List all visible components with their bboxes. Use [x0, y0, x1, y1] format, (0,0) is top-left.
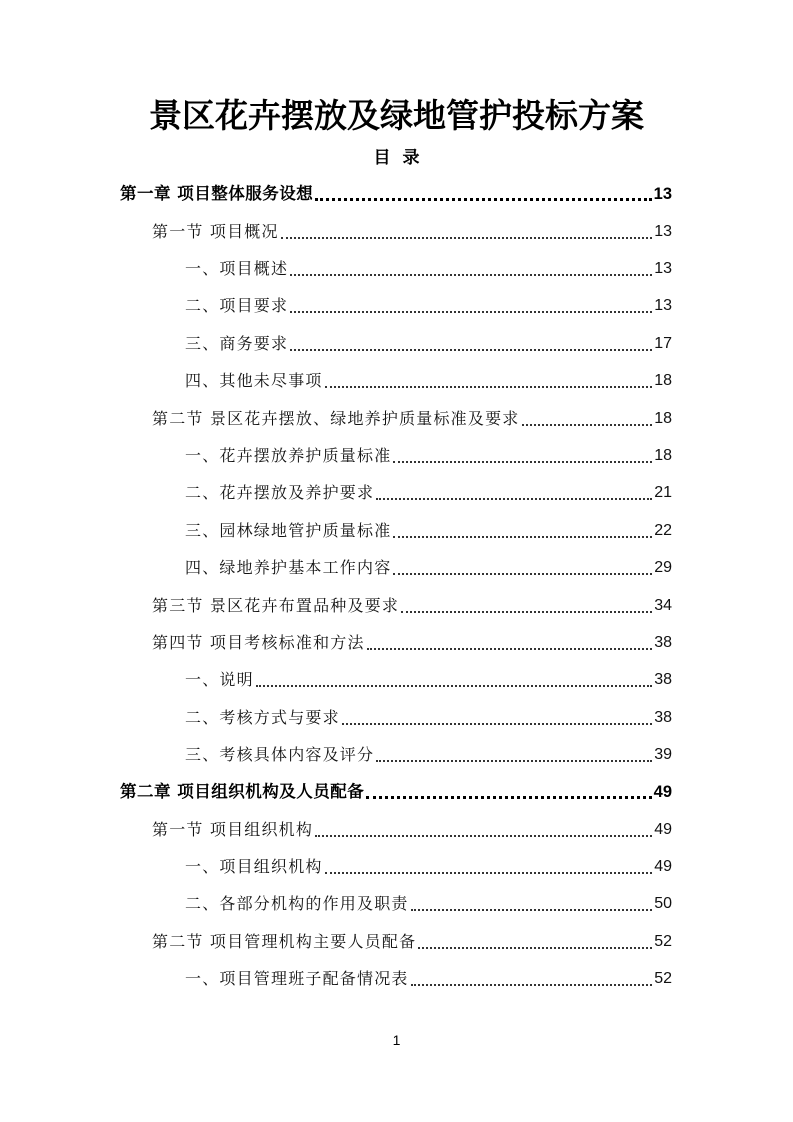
- toc-entry-subsection[interactable]: [185, 553, 672, 579]
- dot-leader: [366, 795, 651, 799]
- toc-entry-section[interactable]: [152, 591, 672, 617]
- dot-leader: [325, 871, 653, 874]
- toc-entry-label: 第二章 项目组织机构及人员配备: [120, 782, 365, 801]
- toc-entry-label: 四、其他未尽事项: [185, 371, 323, 390]
- toc-entry-page: 13: [654, 297, 672, 314]
- toc-entry-section[interactable]: [152, 815, 672, 841]
- toc-entry-label: 第一节 项目组织机构: [152, 820, 314, 839]
- dot-leader: [376, 759, 652, 762]
- toc-entry-subsection[interactable]: [185, 740, 672, 766]
- toc-entry-label: 四、绿地养护基本工作内容: [185, 558, 392, 577]
- toc-entry-label: 一、说明: [185, 670, 254, 689]
- toc-entry-subsection[interactable]: [185, 516, 672, 542]
- toc-entry-label: 一、项目组织机构: [185, 857, 323, 876]
- toc-entry-page: 18: [654, 410, 672, 427]
- toc-entry-section[interactable]: [152, 404, 672, 430]
- toc-entry-subsection[interactable]: [185, 254, 672, 280]
- toc-entry-label: 一、花卉摆放养护质量标准: [185, 446, 392, 465]
- toc-entry-subsection[interactable]: [185, 366, 672, 392]
- toc-entry-subsection[interactable]: [185, 889, 672, 915]
- dot-leader: [325, 385, 653, 388]
- toc-entry-page: 29: [654, 559, 672, 576]
- toc-entry-page: 13: [653, 185, 672, 203]
- toc-entry-page: 38: [654, 634, 672, 651]
- dot-leader: [290, 310, 652, 313]
- toc-entry-label: 三、园林绿地管护质量标准: [185, 521, 392, 540]
- toc-entry-subsection[interactable]: [185, 441, 672, 467]
- toc-entry-section[interactable]: [152, 217, 672, 243]
- toc-entry-label: 二、各部分机构的作用及职责: [185, 894, 409, 913]
- toc-entry-page: 49: [653, 783, 672, 801]
- toc-entry-label: 一、项目管理班子配备情况表: [185, 969, 409, 988]
- dot-leader: [367, 647, 653, 650]
- dot-leader: [376, 497, 652, 500]
- dot-leader: [342, 722, 652, 725]
- toc-entry-page: 50: [654, 895, 672, 912]
- toc-entry-page: 13: [654, 260, 672, 277]
- toc-entry-subsection[interactable]: [185, 964, 672, 990]
- dot-leader: [522, 423, 653, 426]
- dot-leader: [411, 908, 653, 911]
- toc-entry-page: 52: [654, 933, 672, 950]
- toc-entry-label: 三、商务要求: [185, 334, 289, 353]
- dot-leader: [290, 348, 652, 351]
- toc-entry-subsection[interactable]: [185, 478, 672, 504]
- dot-leader: [315, 197, 651, 201]
- toc-entry-page: 52: [654, 970, 672, 987]
- toc-entry-label: 二、考核方式与要求: [185, 708, 340, 727]
- toc-entry-label: 第二节 项目管理机构主要人员配备: [152, 932, 417, 951]
- toc-entry-page: 22: [654, 522, 672, 539]
- dot-leader: [411, 983, 653, 986]
- toc-entry-label: 二、花卉摆放及养护要求: [185, 483, 375, 502]
- toc-entry-subsection[interactable]: [185, 852, 672, 878]
- document-title: 景区花卉摆放及绿地管护投标方案: [149, 96, 644, 135]
- dot-leader: [393, 535, 652, 538]
- toc-entry-label: 二、项目要求: [185, 296, 289, 315]
- toc-entry-page: 38: [654, 671, 672, 688]
- toc-entry-label: 第二节 景区花卉摆放、绿地养护质量标准及要求: [152, 409, 520, 428]
- toc-entry-label: 第四节 项目考核标准和方法: [152, 633, 365, 652]
- dot-leader: [315, 834, 652, 837]
- toc-entry-page: 13: [654, 223, 672, 240]
- toc-entry-page: 49: [654, 858, 672, 875]
- toc-entry-chapter[interactable]: [120, 777, 672, 803]
- toc-entry-page: 49: [654, 821, 672, 838]
- dot-leader: [256, 684, 652, 687]
- toc-entry-page: 17: [654, 335, 672, 352]
- toc-entry-subsection[interactable]: [185, 665, 672, 691]
- toc-entry-label: 一、项目概述: [185, 259, 289, 278]
- toc-entry-subsection[interactable]: [185, 291, 672, 317]
- toc-entry-subsection[interactable]: [185, 703, 672, 729]
- page-number: 1: [392, 1032, 401, 1048]
- toc-heading: 目 录: [373, 148, 420, 168]
- toc-entry-label: 三、考核具体内容及评分: [185, 745, 375, 764]
- dot-leader: [418, 946, 652, 949]
- dot-leader: [393, 572, 652, 575]
- toc-entry-chapter[interactable]: [120, 179, 672, 205]
- toc-entry-page: 18: [654, 447, 672, 464]
- toc-entry-page: 34: [654, 597, 672, 614]
- toc-entry-label: 第一章 项目整体服务设想: [120, 184, 314, 203]
- toc-entry-page: 38: [654, 709, 672, 726]
- toc-entry-label: 第三节 景区花卉布置品种及要求: [152, 596, 400, 615]
- dot-leader: [401, 610, 652, 613]
- toc-entry-page: 18: [654, 372, 672, 389]
- toc-entry-subsection[interactable]: [185, 329, 672, 355]
- toc-entry-label: 第一节 项目概况: [152, 222, 279, 241]
- toc-entry-page: 39: [654, 746, 672, 763]
- toc-entry-page: 21: [654, 484, 672, 501]
- dot-leader: [393, 460, 652, 463]
- toc-entry-section[interactable]: [152, 927, 672, 953]
- dot-leader: [290, 273, 652, 276]
- dot-leader: [281, 236, 653, 239]
- toc-entry-section[interactable]: [152, 628, 672, 654]
